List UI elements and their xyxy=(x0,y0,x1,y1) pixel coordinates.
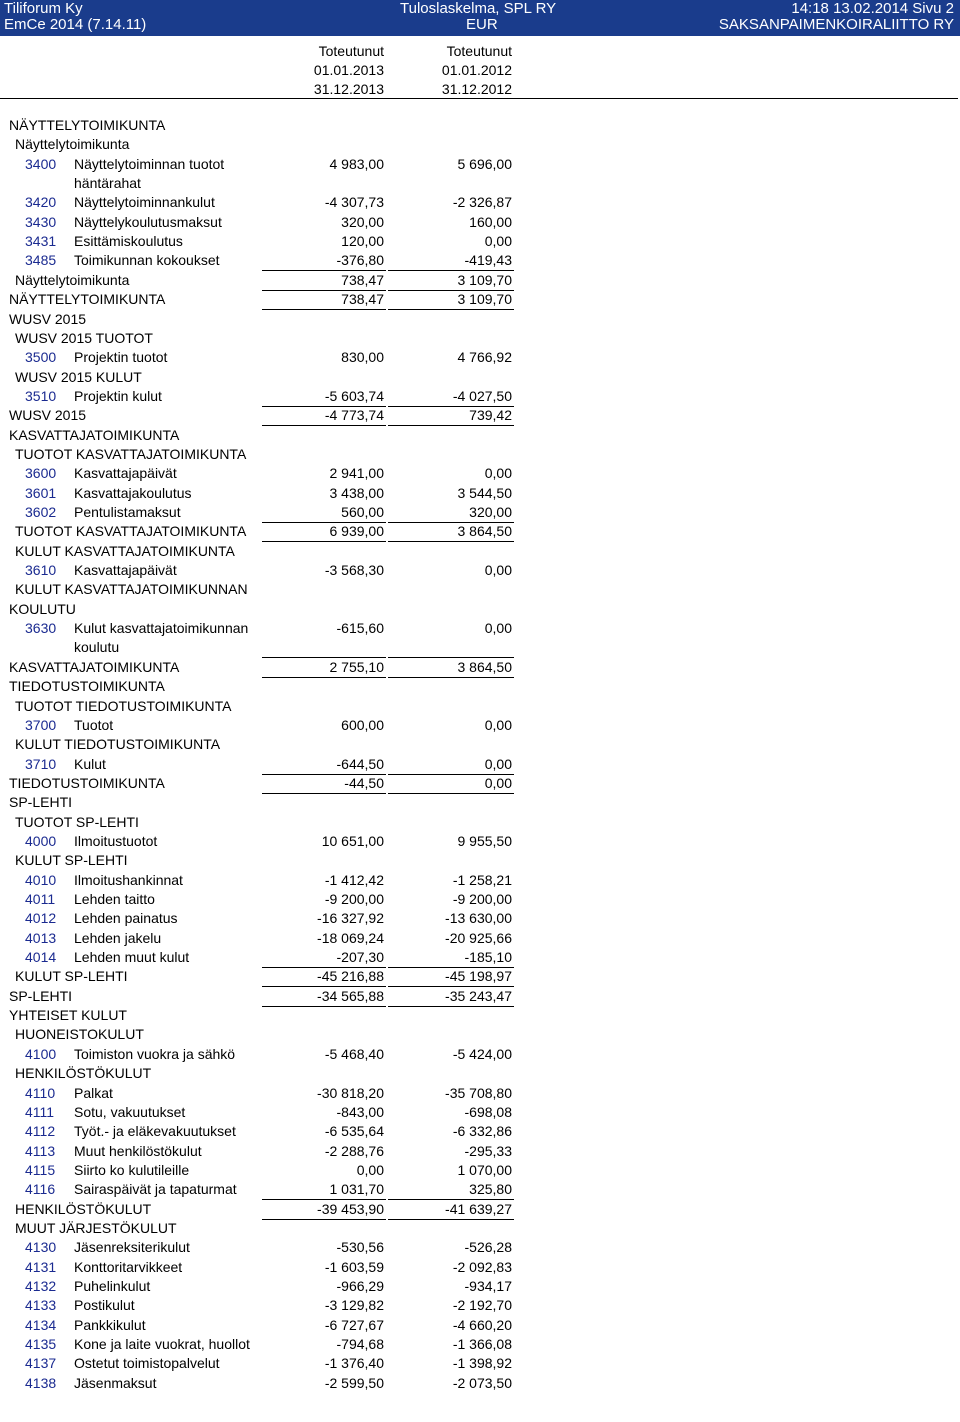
account-name-continued: koulutu xyxy=(74,639,120,656)
account-row xyxy=(0,348,960,367)
section-label: WUSV 2015 KULUT xyxy=(15,368,142,385)
account-name: Pankkikulut xyxy=(74,1316,146,1333)
value-2013: 120,00 xyxy=(341,233,384,250)
value-2013: 1 031,70 xyxy=(329,1181,384,1198)
value-2013: 320,00 xyxy=(341,213,384,230)
value-2013: -34 565,88 xyxy=(317,987,384,1004)
account-row xyxy=(0,948,960,967)
value-2012: -526,28 xyxy=(464,1239,512,1256)
header-divider xyxy=(0,98,958,99)
value-2013: -30 818,20 xyxy=(317,1084,384,1101)
section-label: HUONEISTOKULUT xyxy=(15,1026,144,1043)
value-2013: -207,30 xyxy=(336,949,384,966)
value-2012: 3 864,50 xyxy=(457,658,512,675)
value-2012: 0,00 xyxy=(484,465,512,482)
account-name: Työt.- ja eläkevakuutukset xyxy=(74,1123,236,1140)
value-2012: -1 258,21 xyxy=(452,871,512,888)
subtotal-row xyxy=(0,774,960,793)
account-code: 4137 xyxy=(25,1355,57,1372)
account-name: Tuotot xyxy=(74,716,114,733)
account-name: Palkat xyxy=(74,1084,113,1101)
value-2012: 739,42 xyxy=(469,407,512,424)
subtotal-row xyxy=(0,406,960,425)
section-label: Näyttelytoimikunta xyxy=(15,136,130,153)
value-2012: -1 398,92 xyxy=(452,1355,512,1372)
account-name: Siirto ko kulutileille xyxy=(74,1161,190,1178)
value-2013: -2 288,76 xyxy=(324,1142,384,1159)
section-label: KULUT SP-LEHTI xyxy=(15,852,128,869)
account-name: Kulut kasvattajatoimikunnan xyxy=(74,620,249,637)
account-name: Näyttelykoulutusmaksut xyxy=(74,213,222,230)
account-row xyxy=(0,890,960,909)
value-2012: -45 198,97 xyxy=(445,968,512,985)
account-name: Ilmoitustuotot xyxy=(74,832,158,849)
section-heading xyxy=(0,1219,960,1238)
account-code: 4112 xyxy=(25,1123,56,1140)
value-2012: 325,80 xyxy=(469,1181,512,1198)
value-2013: -794,68 xyxy=(336,1336,384,1353)
value-2013: 2 755,10 xyxy=(329,658,384,675)
account-row xyxy=(0,387,960,406)
account-row xyxy=(0,1161,960,1180)
value-2012: 5 696,00 xyxy=(457,155,512,172)
account-name: Muut henkilöstökulut xyxy=(74,1142,202,1159)
section-heading xyxy=(0,135,960,154)
subtotal-row xyxy=(0,658,960,677)
value-2012: 4 766,92 xyxy=(457,349,512,366)
subtotal-row xyxy=(0,290,960,309)
value-2013: -1 412,42 xyxy=(324,871,384,888)
account-row xyxy=(0,1122,960,1141)
value-2012: 160,00 xyxy=(469,213,512,230)
value-2013: -4 307,73 xyxy=(324,194,384,211)
value-2012: -2 326,87 xyxy=(452,194,512,211)
value-2012: -5 424,00 xyxy=(452,1045,512,1062)
account-name: Lehden taitto xyxy=(74,891,155,907)
value-2013: 6 939,00 xyxy=(329,523,384,540)
value-2012: -185,10 xyxy=(464,949,512,966)
value-2012: -35 243,47 xyxy=(445,987,512,1004)
value-2013: 560,00 xyxy=(341,504,384,520)
subtotal-label: Näyttelytoimikunta xyxy=(15,271,130,288)
section-label: WUSV 2015 xyxy=(9,310,87,327)
section-label: KOULUTU xyxy=(9,600,76,617)
account-code: 3600 xyxy=(25,465,57,482)
value-2013: -966,29 xyxy=(336,1278,384,1294)
value-2013: -4 773,74 xyxy=(324,407,384,424)
section-heading xyxy=(0,638,960,657)
value-2012: -9 200,00 xyxy=(452,891,512,907)
account-name: Kasvattajapäivät xyxy=(74,562,177,579)
subtotal-label: KULUT SP-LEHTI xyxy=(15,968,128,985)
subtotal-label: KASVATTAJATOIMIKUNTA xyxy=(9,658,180,675)
account-code: 3485 xyxy=(25,252,57,269)
account-row xyxy=(0,464,960,483)
subtotal-row xyxy=(0,522,960,541)
account-row xyxy=(0,1258,960,1277)
account-row xyxy=(0,1296,960,1315)
section-label: NÄYTTELYTOIMIKUNTA xyxy=(9,117,166,133)
account-name: Kasvattajapäivät xyxy=(74,465,177,482)
section-heading xyxy=(0,793,960,812)
column-header-2012: Toteutunut 01.01.2012 31.12.2012 xyxy=(441,43,512,97)
account-name: Sairaspäivät ja tapaturmat xyxy=(74,1181,237,1198)
section-heading xyxy=(0,174,960,193)
section-label: KULUT KASVATTAJATOIMIKUNTA xyxy=(15,542,235,559)
value-2012: -2 192,70 xyxy=(452,1297,512,1314)
account-row xyxy=(0,1045,960,1064)
account-code: 3430 xyxy=(25,213,57,230)
account-code: 3431 xyxy=(25,233,57,250)
subtotal-label: TIEDOTUSTOIMIKUNTA xyxy=(9,774,165,791)
account-name: Näyttelytoiminnankulut xyxy=(74,194,215,211)
account-name: Esittämiskoulutus xyxy=(74,233,183,250)
section-label: HENKILÖSTÖKULUT xyxy=(15,1065,152,1082)
account-code: 3601 xyxy=(25,484,57,501)
account-name: Postikulut xyxy=(74,1297,135,1314)
section-heading xyxy=(0,1006,960,1025)
value-2012: -934,17 xyxy=(464,1278,512,1294)
value-2013: -3 129,82 xyxy=(324,1297,384,1314)
account-row xyxy=(0,1084,960,1103)
value-2013: -3 568,30 xyxy=(324,562,384,579)
value-2013: -16 327,92 xyxy=(317,910,384,927)
account-row xyxy=(0,929,960,948)
value-2012: -41 639,27 xyxy=(445,1200,512,1217)
subtotal-row xyxy=(0,1200,960,1219)
value-2013: 3 438,00 xyxy=(329,484,384,501)
account-row xyxy=(0,561,960,580)
account-name: Kone ja laite vuokrat, huollot xyxy=(74,1336,250,1353)
account-code: 4130 xyxy=(25,1239,57,1256)
value-2012: 3 109,70 xyxy=(457,291,512,308)
value-2012: 1 070,00 xyxy=(457,1161,512,1178)
account-code: 4133 xyxy=(25,1297,57,1314)
value-2012: 3 544,50 xyxy=(457,484,512,501)
account-row xyxy=(0,1277,960,1296)
value-2012: -295,33 xyxy=(464,1142,512,1159)
account-code: 4115 xyxy=(25,1161,56,1178)
section-heading xyxy=(0,697,960,716)
value-2013: -9 200,00 xyxy=(324,891,384,907)
value-2012: 0,00 xyxy=(484,774,512,791)
account-code: 3630 xyxy=(25,620,57,637)
section-heading xyxy=(0,1025,960,1044)
account-code: 4012 xyxy=(25,910,57,927)
account-code: 3700 xyxy=(25,716,57,733)
account-name: Lehden painatus xyxy=(74,910,178,927)
account-code: 4134 xyxy=(25,1316,57,1333)
section-label: SP-LEHTI xyxy=(9,794,73,811)
account-row xyxy=(0,1180,960,1199)
account-row xyxy=(0,1354,960,1373)
section-label: TUOTOT SP-LEHTI xyxy=(15,813,139,830)
section-heading xyxy=(0,851,960,870)
account-code: 4135 xyxy=(25,1336,57,1353)
account-row xyxy=(0,755,960,774)
account-row xyxy=(0,871,960,890)
section-heading xyxy=(0,368,960,387)
account-code: 4113 xyxy=(25,1142,56,1159)
account-name: Ostetut toimistopalvelut xyxy=(74,1355,220,1372)
account-name-continued: häntärahat xyxy=(74,175,141,192)
value-2012: 320,00 xyxy=(469,504,512,520)
account-name: Kasvattajakoulutus xyxy=(74,484,192,501)
account-row xyxy=(0,193,960,212)
account-name: Konttoritarvikkeet xyxy=(74,1258,183,1275)
account-row xyxy=(0,213,960,232)
value-2012: -4 027,50 xyxy=(452,387,512,404)
value-2012: 0,00 xyxy=(484,233,512,250)
value-2013: -6 727,67 xyxy=(324,1316,384,1333)
section-label: MUUT JÄRJESTÖKULUT xyxy=(15,1219,177,1236)
value-2012: 0,00 xyxy=(484,755,512,772)
section-heading xyxy=(0,600,960,619)
value-2012: 3 109,70 xyxy=(457,271,512,288)
account-name: Jäsenreksiterikulut xyxy=(74,1239,190,1256)
account-row xyxy=(0,619,960,638)
value-2012: -4 660,20 xyxy=(452,1316,512,1333)
account-code: 3510 xyxy=(25,387,57,404)
account-name: Toimikunnan kokoukset xyxy=(74,252,220,269)
company-name: Tiliforum Ky xyxy=(4,0,83,17)
report-header xyxy=(0,0,960,36)
value-2013: -5 603,74 xyxy=(324,387,384,404)
section-heading xyxy=(0,677,960,696)
account-code: 4014 xyxy=(25,949,57,966)
account-code: 4132 xyxy=(25,1278,57,1294)
section-heading xyxy=(0,542,960,561)
value-2013: -615,60 xyxy=(336,620,384,637)
account-row xyxy=(0,484,960,503)
account-row xyxy=(0,1335,960,1354)
value-2013: 600,00 xyxy=(341,716,384,733)
value-2012: -13 630,00 xyxy=(445,910,512,927)
value-2013: -45 216,88 xyxy=(317,968,384,985)
value-2012: 0,00 xyxy=(484,620,512,637)
value-2012: -419,43 xyxy=(464,252,512,269)
report-title: Tuloslaskelma, SPL RY xyxy=(400,0,557,17)
subtotal-label: WUSV 2015 xyxy=(9,407,87,424)
subtotal-label: TUOTOT KASVATTAJATOIMIKUNTA xyxy=(15,523,247,540)
value-2013: -39 453,90 xyxy=(317,1200,384,1217)
account-name: Näyttelytoiminnan tuotot xyxy=(74,155,225,172)
account-name: Sotu, vakuutukset xyxy=(74,1103,186,1120)
account-row xyxy=(0,232,960,251)
account-row xyxy=(0,1316,960,1335)
value-2013: -2 599,50 xyxy=(324,1374,384,1391)
subtotal-row xyxy=(0,271,960,290)
account-row xyxy=(0,1103,960,1122)
account-name: Pentulistamaksut xyxy=(74,504,181,520)
value-2013: -44,50 xyxy=(344,774,384,791)
section-heading xyxy=(0,813,960,832)
subtotal-label: SP-LEHTI xyxy=(9,987,73,1004)
section-heading xyxy=(0,329,960,348)
value-2013: 738,47 xyxy=(341,291,384,308)
value-2012: 0,00 xyxy=(484,562,512,579)
account-row xyxy=(0,251,960,270)
account-code: 4011 xyxy=(25,891,56,907)
value-2012: 9 955,50 xyxy=(457,832,512,849)
value-2012: -6 332,86 xyxy=(452,1123,512,1140)
section-label: KULUT KASVATTAJATOIMIKUNNAN xyxy=(15,581,248,598)
account-code: 4100 xyxy=(25,1045,57,1062)
value-2013: 0,00 xyxy=(356,1161,384,1178)
section-heading xyxy=(0,310,960,329)
section-heading xyxy=(0,735,960,754)
account-code: 3500 xyxy=(25,349,57,366)
subtotal-row xyxy=(0,987,960,1006)
value-2012: 0,00 xyxy=(484,716,512,733)
value-2013: -1 376,40 xyxy=(324,1355,384,1372)
account-name: Kulut xyxy=(74,755,106,772)
account-code: 4131 xyxy=(25,1258,57,1275)
section-label: YHTEISET KULUT xyxy=(9,1007,127,1024)
account-code: 3400 xyxy=(25,155,57,172)
subtotal-row xyxy=(0,967,960,986)
value-2013: -644,50 xyxy=(336,755,384,772)
section-heading xyxy=(0,116,960,135)
account-row xyxy=(0,503,960,522)
account-row xyxy=(0,155,960,174)
organization-name: SAKSANPAIMENKOIRALIITTO RY xyxy=(718,16,954,33)
account-name: Lehden muut kulut xyxy=(74,949,190,966)
account-code: 4010 xyxy=(25,871,57,888)
value-2013: -5 468,40 xyxy=(324,1045,384,1062)
account-code: 4000 xyxy=(25,832,57,849)
value-2013: -843,00 xyxy=(336,1103,384,1120)
account-code: 4110 xyxy=(25,1084,56,1101)
column-header-2013: Toteutunut 01.01.2013 31.12.2013 xyxy=(313,43,384,97)
account-code: 4111 xyxy=(25,1103,55,1120)
value-2012: -698,08 xyxy=(464,1103,512,1120)
value-2012: 3 864,50 xyxy=(457,523,512,540)
value-2013: -18 069,24 xyxy=(317,929,384,946)
account-code: 4116 xyxy=(25,1181,56,1198)
value-2012: -35 708,80 xyxy=(445,1084,512,1101)
value-2013: -1 603,59 xyxy=(324,1258,384,1275)
account-name: Ilmoitushankinnat xyxy=(74,871,183,888)
subtotal-label: NÄYTTELYTOIMIKUNTA xyxy=(9,291,166,308)
section-label: WUSV 2015 TUOTOT xyxy=(15,329,153,346)
account-row xyxy=(0,1374,960,1393)
value-2013: 10 651,00 xyxy=(321,832,384,849)
section-heading xyxy=(0,426,960,445)
section-heading xyxy=(0,580,960,599)
section-heading xyxy=(0,1064,960,1083)
account-row xyxy=(0,909,960,928)
timestamp-page: 14:18 13.02.2014 Sivu 2 xyxy=(791,0,954,17)
account-row xyxy=(0,832,960,851)
currency: EUR xyxy=(466,16,498,33)
account-row xyxy=(0,1238,960,1257)
account-code: 3602 xyxy=(25,504,57,520)
value-2012: -20 925,66 xyxy=(445,929,512,946)
value-2013: 2 941,00 xyxy=(329,465,384,482)
value-2013: -6 535,64 xyxy=(324,1123,384,1140)
value-2013: 830,00 xyxy=(341,349,384,366)
software-version: EmCe 2014 (7.14.11) xyxy=(4,16,147,33)
account-code: 4013 xyxy=(25,929,57,946)
account-code: 3610 xyxy=(25,562,57,579)
section-label: TIEDOTUSTOIMIKUNTA xyxy=(9,678,165,695)
account-row xyxy=(0,716,960,735)
section-label: KULUT TIEDOTUSTOIMIKUNTA xyxy=(15,736,221,753)
account-code: 3420 xyxy=(25,194,57,211)
value-2013: -530,56 xyxy=(336,1239,384,1256)
account-row xyxy=(0,1142,960,1161)
section-heading xyxy=(0,445,960,464)
account-name: Toimiston vuokra ja sähkö xyxy=(74,1045,236,1062)
account-name: Puhelinkulut xyxy=(74,1278,151,1294)
value-2012: -1 366,08 xyxy=(452,1336,512,1353)
account-code: 4138 xyxy=(25,1374,57,1391)
value-2013: -376,80 xyxy=(336,252,384,269)
value-2012: -2 073,50 xyxy=(452,1374,512,1391)
value-2013: 4 983,00 xyxy=(329,155,384,172)
account-code: 3710 xyxy=(25,755,57,772)
account-name: Lehden jakelu xyxy=(74,929,162,946)
subtotal-label: HENKILÖSTÖKULUT xyxy=(15,1200,152,1217)
value-2012: -2 092,83 xyxy=(452,1258,512,1275)
section-label: TUOTOT KASVATTAJATOIMIKUNTA xyxy=(15,445,247,462)
account-name: Projektin kulut xyxy=(74,387,162,404)
account-name: Projektin tuotot xyxy=(74,349,168,366)
section-label: KASVATTAJATOIMIKUNTA xyxy=(9,426,180,443)
section-label: TUOTOT TIEDOTUSTOIMIKUNTA xyxy=(15,697,232,714)
account-name: Jäsenmaksut xyxy=(74,1374,157,1391)
value-2013: 738,47 xyxy=(341,271,384,288)
